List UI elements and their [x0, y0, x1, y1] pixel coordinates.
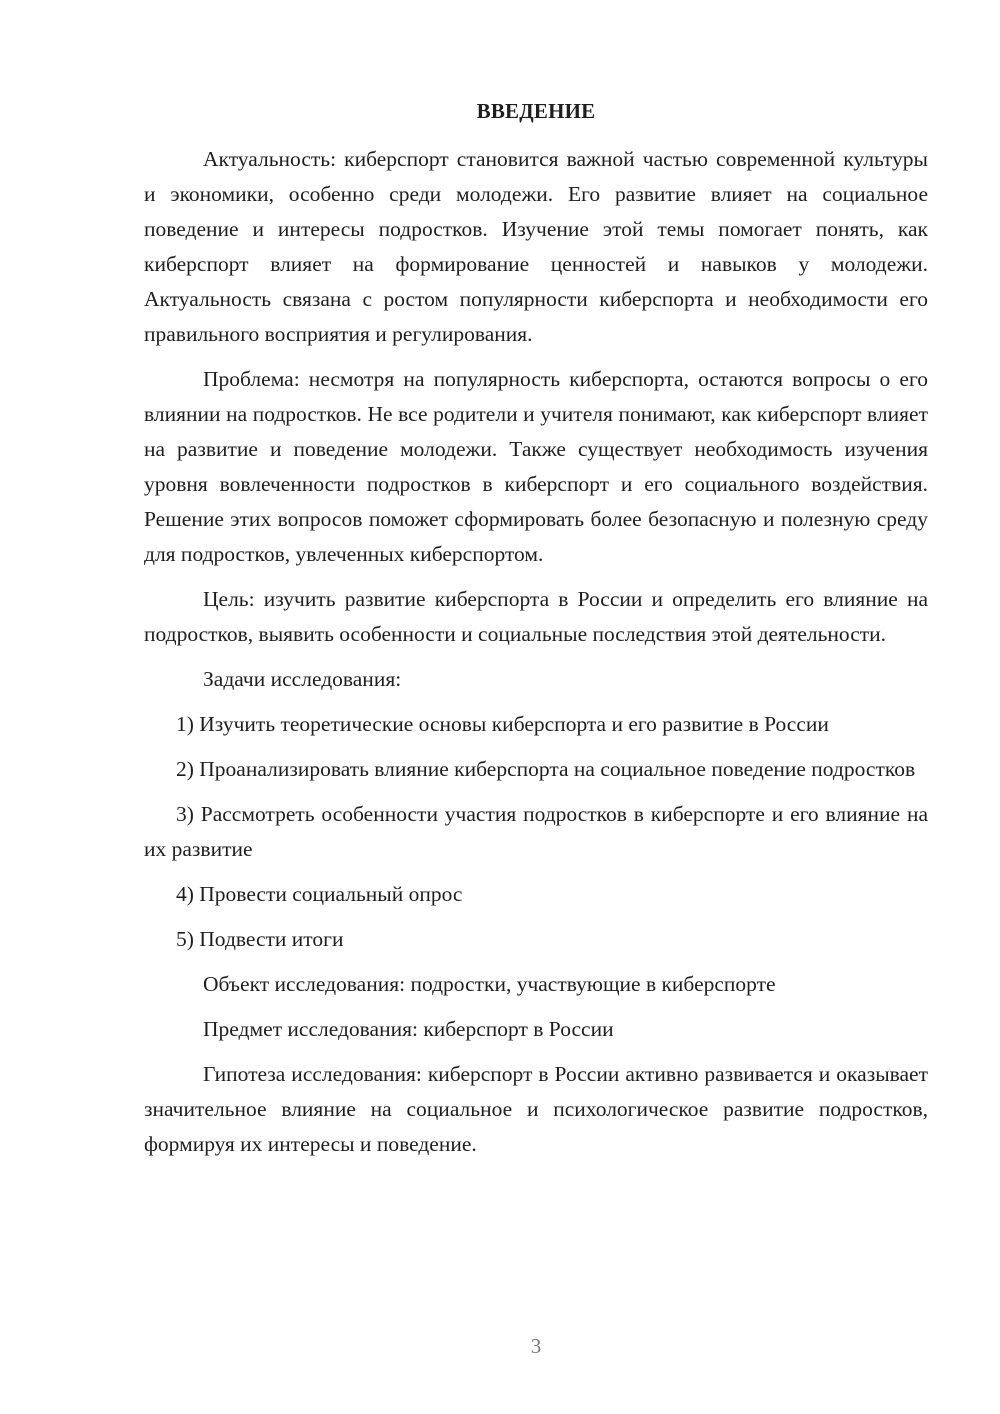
paragraph-object: Объект исследования: подростки, участвующие в киберспорте [203, 972, 776, 996]
tasks-heading: Задачи исследования: [203, 667, 402, 691]
paragraph-relevance: Актуальность: киберспорт становится важной частью современной культуры и экономики, особенно среди молодежи. Его развитие влияет на социальное поведение и интересы подростков. Изучение этой темы помогает понять, как киберспорт влияет на формирование ценностей и навыков у молодежи. Актуальность связана с ростом популярности киберспорта и необходимости его правильного восприятия и регулирования. [144, 147, 928, 346]
paragraph-hypothesis: Гипотеза исследования: киберспорт в России активно развивается и оказывает значительное влияние на социальное и психологическое развитие подростков, формируя их интересы и поведение. [144, 1062, 928, 1156]
page-number: 3 [530, 1334, 542, 1358]
paragraph-subject: Предмет исследования: киберспорт в России [203, 1017, 614, 1041]
page-content [144, 96, 928, 1162]
task-item: 1) Изучить теоретические основы киберспорта и его развитие в России [176, 712, 829, 736]
task-item: 5) Подвести итоги [176, 927, 344, 951]
paragraph-goal: Цель: изучить развитие киберспорта в России и определить его влияние на подростков, выявить особенности и социальные последствия этой деятельности. [144, 587, 928, 646]
task-item: 4) Провести социальный опрос [176, 882, 463, 906]
paragraph-problem: Проблема: несмотря на популярность киберспорта, остаются вопросы о его влиянии на подростков. Не все родители и учителя понимают, как киберспорт влияет на развитие и поведение молодежи. Также существует необходимость изучения уровня вовлеченности подростков в киберспорт и его социального воздействия. Решение этих вопросов поможет сформировать более безопасную и полезную среду для подростков, увлеченных киберспортом. [144, 367, 928, 566]
section-title: ВВЕДЕНИЕ [476, 99, 596, 123]
task-item: 3) Рассмотреть особенности участия подростков в киберспорте и его влияние на их развитие [144, 802, 928, 861]
task-item: 2) Проанализировать влияние киберспорта на социальное поведение подростков [176, 757, 916, 781]
